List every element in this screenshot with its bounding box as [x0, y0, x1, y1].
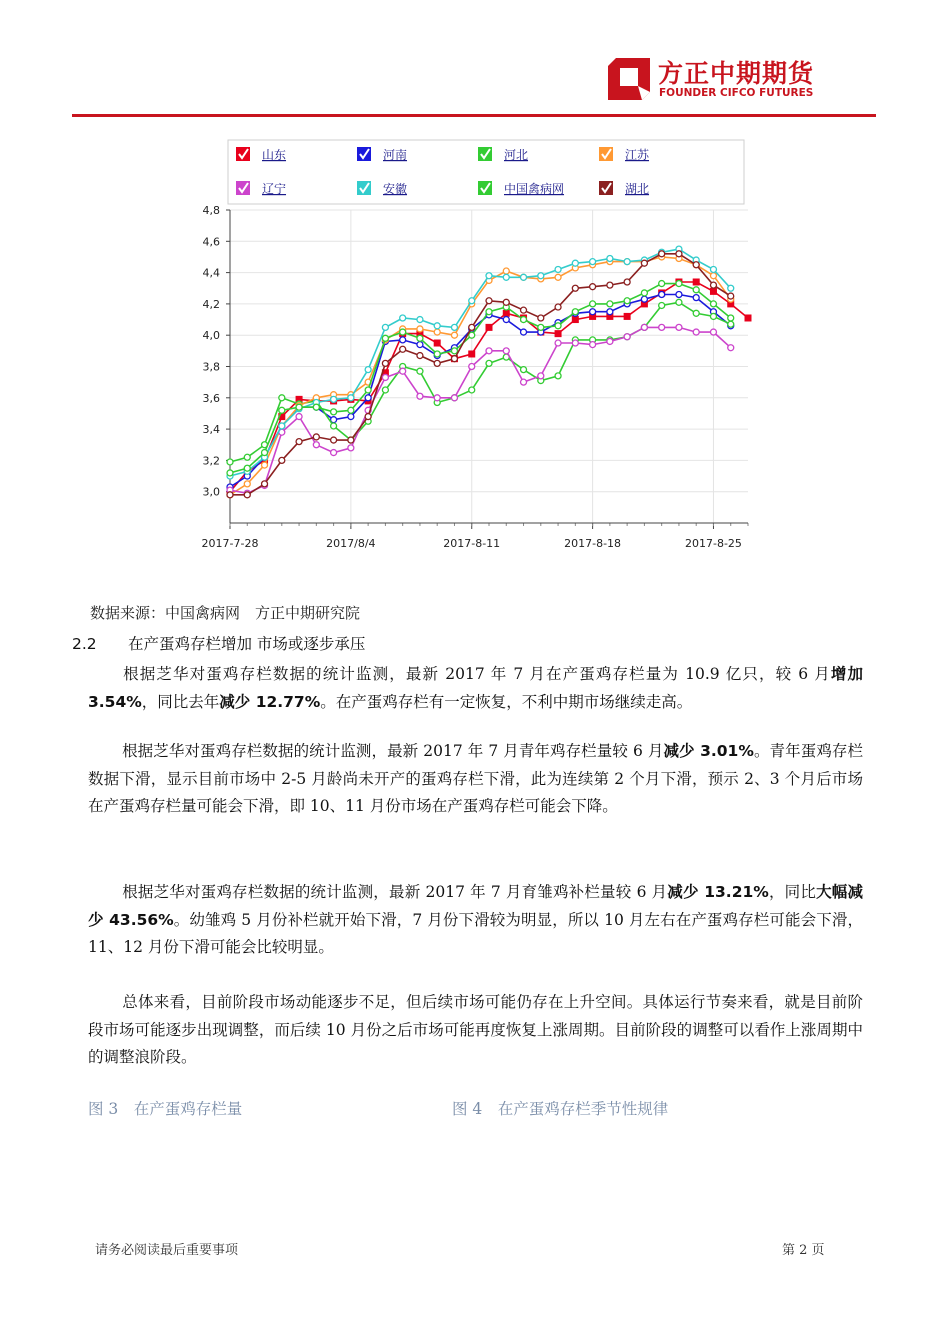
data-point — [244, 465, 250, 471]
data-point — [469, 324, 475, 330]
data-point — [538, 324, 544, 330]
data-point — [365, 367, 371, 373]
paragraph-2 — [88, 738, 863, 821]
p1-text-a: 根据芝华对蛋鸡存栏数据的统计监测，最新 2017 年 7 月在产蛋鸡存栏量为 10.9 亿只，较 6 月 — [122, 665, 831, 683]
data-point — [313, 434, 319, 440]
caption-figure-3: 图 3 在产蛋鸡存栏量 — [88, 1100, 243, 1118]
data-point — [400, 315, 406, 321]
data-point — [555, 274, 561, 280]
x-tick-label: 2017-8-18 — [564, 537, 622, 550]
data-point — [521, 329, 527, 335]
data-point — [590, 284, 596, 290]
data-point — [469, 332, 475, 338]
data-point — [693, 278, 700, 285]
data-point — [296, 404, 302, 410]
data-point — [486, 273, 492, 279]
y-tick-label: 3,8 — [202, 360, 220, 374]
legend-label: 河南 — [383, 148, 408, 162]
data-point — [503, 274, 509, 280]
data-point — [469, 364, 475, 370]
data-point — [521, 379, 527, 385]
legend-label: 河北 — [504, 148, 529, 162]
data-point — [382, 387, 388, 393]
logo-english-name: FOUNDER CIFCO FUTURES — [659, 87, 814, 99]
data-point — [348, 437, 354, 443]
footer-page-number: 第 2 页 — [782, 1243, 825, 1258]
legend-label: 辽宁 — [262, 182, 287, 196]
data-point — [262, 481, 268, 487]
data-point — [572, 309, 578, 315]
data-point — [624, 313, 631, 320]
chart-axes — [202, 204, 748, 550]
data-point — [262, 450, 268, 456]
data-point — [745, 314, 752, 321]
y-tick-label: 3,6 — [202, 391, 220, 405]
y-tick-label: 3,2 — [202, 454, 220, 468]
data-point — [434, 340, 441, 347]
paragraph-1 — [88, 661, 863, 716]
data-point — [641, 260, 647, 266]
data-point — [434, 351, 440, 357]
data-point — [296, 439, 302, 445]
data-point — [521, 317, 527, 323]
data-point — [262, 462, 268, 468]
legend-label: 江苏 — [625, 148, 650, 162]
y-tick-label: 4,2 — [202, 297, 220, 311]
data-point — [555, 323, 561, 329]
data-point — [590, 342, 596, 348]
data-point — [417, 335, 423, 341]
series-line — [230, 302, 731, 462]
data-point — [710, 282, 716, 288]
data-point — [417, 353, 423, 359]
data-point — [607, 338, 613, 344]
chart-legend — [228, 140, 744, 204]
data-point — [244, 454, 250, 460]
data-point — [728, 345, 734, 351]
p2-bold-decrease: 减少 3.01% — [663, 742, 754, 760]
data-point — [279, 423, 285, 429]
data-point — [590, 301, 596, 307]
data-point — [607, 301, 613, 307]
data-point — [468, 350, 475, 357]
data-point — [244, 492, 250, 498]
data-point — [728, 321, 734, 327]
section-heading — [72, 632, 365, 654]
data-point — [434, 395, 440, 401]
data-point — [348, 414, 354, 420]
data-point — [434, 360, 440, 366]
data-point — [331, 396, 337, 402]
p3-bold-decrease: 减少 13.21% — [667, 883, 769, 901]
data-point — [710, 329, 716, 335]
data-point — [503, 310, 510, 317]
data-point — [572, 260, 578, 266]
data-point — [417, 368, 423, 374]
p1-text-e: 。在产蛋鸡存栏有一定恢复，不利中期市场继续走高。 — [320, 692, 693, 711]
data-point — [728, 315, 734, 321]
p3-text-e: 。幼雏鸡 5 月份补栏就开始下滑，7 月份下滑较为明显，所以 10 月左右在产蛋鸡存栏可能会下滑，11、12 月份下滑可能会比较明显。 — [88, 910, 863, 956]
data-point — [313, 442, 319, 448]
data-point — [641, 324, 647, 330]
series-line — [230, 249, 731, 476]
footer-notice: 请务必阅读最后重要事项 — [95, 1243, 239, 1258]
data-point — [659, 292, 665, 298]
data-point — [296, 414, 302, 420]
data-point — [521, 274, 527, 280]
data-point — [331, 450, 337, 456]
data-point — [434, 323, 440, 329]
data-point — [279, 407, 285, 413]
data-point — [348, 395, 354, 401]
p2-text-c: 。青年蛋鸡存栏数据下滑，显示目前市场中 2-5 月龄尚未开产的蛋鸡存栏下滑，此为连续第 2 个月下滑，预示 2、3 个月后市场在产蛋鸡存栏量可能会下滑，即 10、11 月份市场在产蛋鸡存栏可能会下降。 — [88, 742, 863, 815]
data-point — [469, 298, 475, 304]
data-point — [676, 292, 682, 298]
data-point — [331, 437, 337, 443]
data-point — [313, 404, 319, 410]
x-tick-label: 2017-8-25 — [684, 537, 742, 550]
data-point — [710, 266, 716, 272]
section-title: 在产蛋鸡存栏增加 市场或逐步承压 — [128, 635, 366, 653]
data-point — [538, 273, 544, 279]
company-logo — [608, 56, 838, 104]
data-point — [538, 373, 544, 379]
data-point — [417, 317, 423, 323]
data-point — [503, 299, 509, 305]
series-line — [230, 327, 731, 493]
data-point — [572, 316, 579, 323]
data-point — [555, 373, 561, 379]
figure-source: 数据来源：中国禽病网 方正中期研究院 — [90, 604, 361, 622]
data-point — [659, 281, 665, 287]
data-point — [382, 374, 388, 380]
data-point — [676, 324, 682, 330]
data-point — [451, 332, 457, 338]
data-point — [451, 324, 457, 330]
data-point — [693, 262, 699, 268]
data-point — [659, 302, 665, 308]
data-point — [503, 317, 509, 323]
caption-figure-4: 图 4 在产蛋鸡存栏季节性规律 — [452, 1100, 669, 1118]
data-point — [555, 304, 561, 310]
data-point — [227, 459, 233, 465]
data-point — [434, 329, 440, 335]
data-point — [710, 273, 716, 279]
data-point — [365, 387, 371, 393]
data-point — [676, 251, 682, 257]
p3-text-c: ，同比 — [768, 883, 817, 901]
data-point — [486, 360, 492, 366]
data-point — [244, 481, 250, 487]
data-point — [503, 348, 509, 354]
p4-text: 总体来看，目前阶段市场动能逐步不足，但后续市场可能仍存在上升空间。具体运行节奏来看，就是目前阶段市场可能逐步出现调整，而后续 10 月份之后市场可能再度恢复上涨周期。目前阶段的调整可以看作上涨周期中的调整浪阶段。 — [88, 993, 863, 1066]
data-point — [710, 301, 716, 307]
y-tick-label: 4,4 — [202, 266, 220, 280]
data-point — [417, 342, 423, 348]
data-point — [486, 309, 492, 315]
data-point — [607, 256, 613, 262]
x-tick-label: 2017-7-28 — [201, 537, 259, 550]
p2-text-a: 根据芝华对蛋鸡存栏数据的统计监测，最新 2017 年 7 月青年鸡存栏量较 6 月 — [122, 742, 664, 760]
data-point — [538, 315, 544, 321]
data-point — [693, 295, 699, 301]
x-tick-label: 2017/8/4 — [326, 537, 376, 550]
data-point — [400, 337, 406, 343]
data-point — [710, 288, 717, 295]
data-point — [486, 298, 492, 304]
series-line — [230, 254, 731, 495]
data-point — [521, 307, 527, 313]
legend-label: 山东 — [262, 148, 287, 162]
data-point — [590, 309, 596, 315]
header-rule — [72, 114, 876, 117]
data-point — [451, 395, 457, 401]
data-point — [555, 340, 561, 346]
p3-text-a: 根据芝华对蛋鸡存栏数据的统计监测，最新 2017 年 7 月育雏鸡补栏量较 6 月 — [122, 883, 668, 901]
data-point — [279, 457, 285, 463]
data-point — [728, 285, 734, 291]
data-point — [572, 340, 578, 346]
data-point — [331, 409, 337, 415]
data-point — [693, 310, 699, 316]
data-point — [365, 414, 371, 420]
data-point — [382, 324, 388, 330]
data-point — [590, 259, 596, 265]
data-point — [400, 346, 406, 352]
paragraph-4 — [88, 989, 863, 1072]
y-tick-label: 4,8 — [202, 204, 220, 217]
paragraph-3 — [88, 879, 863, 962]
legend-label: 安徽 — [383, 182, 408, 196]
data-point — [572, 285, 578, 291]
logo-chinese-name: 方正中期期货 — [658, 59, 815, 88]
data-point — [607, 282, 613, 288]
data-point — [624, 334, 630, 340]
y-tick-label: 4,6 — [202, 235, 220, 249]
data-point — [676, 281, 682, 287]
data-point — [555, 266, 561, 272]
data-point — [659, 324, 665, 330]
data-point — [659, 251, 665, 257]
data-point — [227, 492, 233, 498]
data-point — [641, 290, 647, 296]
data-point — [728, 293, 734, 299]
y-tick-label: 4,0 — [202, 329, 220, 343]
founder-logo-icon — [608, 58, 650, 100]
data-point — [555, 330, 562, 337]
data-point — [400, 329, 406, 335]
data-point — [624, 259, 630, 265]
data-point — [451, 348, 457, 354]
data-point — [365, 395, 371, 401]
data-point — [693, 329, 699, 335]
data-point — [331, 423, 337, 429]
p1-bold-increase: 增加 3.54% — [88, 665, 863, 711]
data-point — [382, 335, 388, 341]
data-point — [348, 445, 354, 451]
p3-bold-big-decrease: 大幅减少 43.56% — [88, 883, 863, 929]
p1-bold-decrease: 减少 12.77% — [219, 692, 321, 711]
chart-svg — [188, 135, 768, 560]
egg-price-line-chart — [188, 135, 768, 560]
data-point — [676, 299, 682, 305]
data-point — [521, 367, 527, 373]
data-point — [227, 470, 233, 476]
data-point — [279, 395, 285, 401]
data-point — [451, 356, 457, 362]
data-point — [710, 313, 716, 319]
legend-label: 湖北 — [625, 182, 650, 196]
x-tick-label: 2017-8-11 — [443, 537, 501, 550]
data-point — [607, 309, 613, 315]
data-point — [417, 393, 423, 399]
data-point — [641, 296, 647, 302]
data-point — [417, 326, 423, 332]
y-tick-label: 3,0 — [202, 485, 220, 499]
y-tick-label: 3,4 — [202, 423, 220, 437]
data-point — [486, 348, 492, 354]
section-number: 2.2 — [72, 635, 97, 653]
data-point — [382, 360, 388, 366]
data-point — [624, 298, 630, 304]
data-point — [693, 287, 699, 293]
data-point — [400, 368, 406, 374]
data-point — [486, 324, 493, 331]
p1-text-c: ，同比去年 — [141, 692, 220, 711]
legend-label: 中国禽病网 — [504, 182, 565, 196]
data-point — [469, 387, 475, 393]
data-point — [348, 407, 354, 413]
data-point — [624, 279, 630, 285]
data-point — [503, 268, 509, 274]
